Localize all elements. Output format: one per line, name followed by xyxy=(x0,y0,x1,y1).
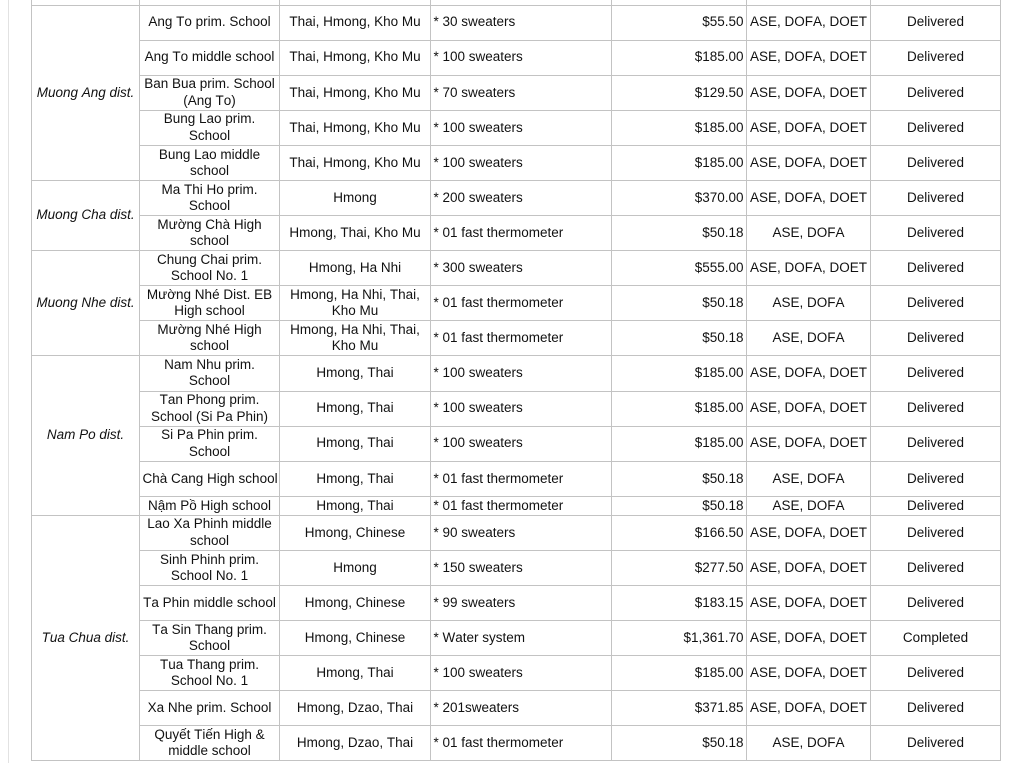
amount-cell: $185.00 xyxy=(612,656,747,691)
status-cell: Delivered xyxy=(871,391,1001,426)
ethnic-groups-cell: Hmong, Ha Nhi, Thai, Kho Mu xyxy=(280,321,431,356)
table-row xyxy=(32,461,1001,496)
amount-cell: $185.00 xyxy=(612,40,747,75)
status-cell: Delivered xyxy=(871,5,1001,40)
partners-cell: ASE, DOFA xyxy=(747,461,871,496)
ethnic-groups-cell: Hmong, Chinese xyxy=(280,586,431,621)
table-row xyxy=(32,321,1001,356)
table-row xyxy=(32,515,1001,550)
items-cell: * 30 sweaters xyxy=(431,5,612,40)
items-cell: * 99 sweaters xyxy=(431,586,612,621)
school-name-cell: Ta Sin Thang prim. School xyxy=(140,621,280,656)
partners-cell: ASE, DOFA, DOET xyxy=(747,356,871,391)
partners-cell: ASE, DOFA, DOET xyxy=(747,251,871,286)
school-name-cell: Mường Chà High school xyxy=(140,216,280,251)
items-cell: * 100 sweaters xyxy=(431,656,612,691)
status-cell: Delivered xyxy=(871,321,1001,356)
ethnic-groups-cell: Hmong, Thai, Kho Mu xyxy=(280,216,431,251)
table-row xyxy=(32,5,1001,40)
table-row xyxy=(32,356,1001,391)
ethnic-groups-cell: Thai, Hmong, Kho Mu xyxy=(280,75,431,110)
school-name-cell: Chung Chai prim. School No. 1 xyxy=(140,251,280,286)
ethnic-groups-cell: Hmong, Chinese xyxy=(280,515,431,550)
donations-table xyxy=(31,0,1001,761)
school-name-cell: Quyết Tiến High & middle school xyxy=(140,726,280,761)
table-row xyxy=(32,180,1001,215)
ethnic-groups-cell: Thai, Hmong, Kho Mu xyxy=(280,110,431,145)
status-cell: Delivered xyxy=(871,110,1001,145)
partners-cell: ASE, DOFA xyxy=(747,496,871,515)
status-cell: Completed xyxy=(871,621,1001,656)
partners-cell: ASE, DOFA xyxy=(747,726,871,761)
table-row xyxy=(32,621,1001,656)
partners-cell: ASE, DOFA xyxy=(747,321,871,356)
partners-cell: ASE, DOFA, DOET xyxy=(747,515,871,550)
school-name-cell: Sinh Phinh prim. School No. 1 xyxy=(140,550,280,585)
amount-cell: $50.18 xyxy=(612,216,747,251)
partners-cell: ASE, DOFA xyxy=(747,286,871,321)
partners-cell: ASE, DOFA, DOET xyxy=(747,110,871,145)
amount-cell: $185.00 xyxy=(612,145,747,180)
table-row xyxy=(32,75,1001,110)
amount-cell: $185.00 xyxy=(612,426,747,461)
partners-cell: ASE, DOFA, DOET xyxy=(747,180,871,215)
items-cell: * 100 sweaters xyxy=(431,426,612,461)
status-cell: Delivered xyxy=(871,251,1001,286)
items-cell: * 01 fast thermometer xyxy=(431,461,612,496)
school-name-cell: Bung Lao prim. School xyxy=(140,110,280,145)
school-name-cell: Ang To prim. School xyxy=(140,5,280,40)
amount-cell: $371.85 xyxy=(612,691,747,726)
partners-cell: ASE, DOFA, DOET xyxy=(747,621,871,656)
school-name-cell: Lao Xa Phinh middle school xyxy=(140,515,280,550)
school-name-cell: Ma Thi Ho prim. School xyxy=(140,180,280,215)
ethnic-groups-cell: Hmong, Thai xyxy=(280,356,431,391)
district-cell: Nam Po dist. xyxy=(32,356,140,515)
table-row xyxy=(32,216,1001,251)
items-cell: * 150 sweaters xyxy=(431,550,612,585)
ethnic-groups-cell: Hmong, Ha Nhi, Thai, Kho Mu xyxy=(280,286,431,321)
status-cell: Delivered xyxy=(871,75,1001,110)
ethnic-groups-cell: Thai, Hmong, Kho Mu xyxy=(280,40,431,75)
table-body xyxy=(32,0,1001,761)
amount-cell: $277.50 xyxy=(612,550,747,585)
ethnic-groups-cell: Hmong, Thai xyxy=(280,656,431,691)
school-name-cell: Ta Phin middle school xyxy=(140,586,280,621)
table-row xyxy=(32,726,1001,761)
ethnic-groups-cell: Thai, Hmong, Kho Mu xyxy=(280,5,431,40)
items-cell: * 01 fast thermometer xyxy=(431,726,612,761)
items-cell: * 90 sweaters xyxy=(431,515,612,550)
items-cell: * 100 sweaters xyxy=(431,40,612,75)
table-row xyxy=(32,286,1001,321)
school-name-cell: Mường Nhé High school xyxy=(140,321,280,356)
amount-cell: $50.18 xyxy=(612,461,747,496)
school-name-cell: Nam Nhu prim. School xyxy=(140,356,280,391)
items-cell: * 01 fast thermometer xyxy=(431,286,612,321)
amount-cell: $129.50 xyxy=(612,75,747,110)
school-name-cell: Mường Nhé Dist. EB High school xyxy=(140,286,280,321)
district-cell: Muong Nhe dist. xyxy=(32,251,140,356)
status-cell: Delivered xyxy=(871,145,1001,180)
amount-cell: $50.18 xyxy=(612,726,747,761)
amount-cell: $50.18 xyxy=(612,286,747,321)
status-cell: Delivered xyxy=(871,461,1001,496)
table-row xyxy=(32,656,1001,691)
partners-cell: ASE, DOFA, DOET xyxy=(747,75,871,110)
status-cell: Delivered xyxy=(871,216,1001,251)
ethnic-groups-cell: Hmong, Chinese xyxy=(280,621,431,656)
table-row xyxy=(32,40,1001,75)
partners-cell: ASE, DOFA, DOET xyxy=(747,391,871,426)
items-cell: * 01 fast thermometer xyxy=(431,216,612,251)
status-cell: Delivered xyxy=(871,586,1001,621)
status-cell: Delivered xyxy=(871,515,1001,550)
amount-cell: $185.00 xyxy=(612,110,747,145)
items-cell: * 300 sweaters xyxy=(431,251,612,286)
partners-cell: ASE, DOFA, DOET xyxy=(747,426,871,461)
partners-cell: ASE, DOFA, DOET xyxy=(747,656,871,691)
items-cell: * 200 sweaters xyxy=(431,180,612,215)
district-cell: Muong Ang dist. xyxy=(32,5,140,180)
school-name-cell: Si Pa Phin prim. School xyxy=(140,426,280,461)
ethnic-groups-cell: Hmong xyxy=(280,550,431,585)
table-row xyxy=(32,550,1001,585)
partners-cell: ASE, DOFA, DOET xyxy=(747,550,871,585)
status-cell: Delivered xyxy=(871,656,1001,691)
amount-cell: $166.50 xyxy=(612,515,747,550)
status-cell: Delivered xyxy=(871,550,1001,585)
school-name-cell: Chà Cang High school xyxy=(140,461,280,496)
ethnic-groups-cell: Hmong, Dzao, Thai xyxy=(280,691,431,726)
ethnic-groups-cell: Thai, Hmong, Kho Mu xyxy=(280,145,431,180)
partners-cell: ASE, DOFA, DOET xyxy=(747,145,871,180)
ethnic-groups-cell: Hmong, Thai xyxy=(280,391,431,426)
status-cell: Delivered xyxy=(871,496,1001,515)
partners-cell: ASE, DOFA, DOET xyxy=(747,586,871,621)
items-cell: * 100 sweaters xyxy=(431,356,612,391)
table-row xyxy=(32,391,1001,426)
items-cell: * 70 sweaters xyxy=(431,75,612,110)
status-cell: Delivered xyxy=(871,40,1001,75)
items-cell: * 01 fast thermometer xyxy=(431,496,612,515)
amount-cell: $1,361.70 xyxy=(612,621,747,656)
status-cell: Delivered xyxy=(871,691,1001,726)
ethnic-groups-cell: Hmong, Thai xyxy=(280,461,431,496)
items-cell: * 100 sweaters xyxy=(431,110,612,145)
amount-cell: $370.00 xyxy=(612,180,747,215)
ethnic-groups-cell: Hmong xyxy=(280,180,431,215)
district-cell: Tua Chua dist. xyxy=(32,515,140,761)
status-cell: Delivered xyxy=(871,356,1001,391)
table-row xyxy=(32,586,1001,621)
partners-cell: ASE, DOFA, DOET xyxy=(747,691,871,726)
page-left-rule xyxy=(8,0,9,763)
amount-cell: $185.00 xyxy=(612,356,747,391)
items-cell: * 100 sweaters xyxy=(431,391,612,426)
table-row xyxy=(32,251,1001,286)
school-name-cell: Nậm Pồ High school xyxy=(140,496,280,515)
amount-cell: $55.50 xyxy=(612,5,747,40)
school-name-cell: Ang To middle school xyxy=(140,40,280,75)
items-cell: * 100 sweaters xyxy=(431,145,612,180)
partners-cell: ASE, DOFA, DOET xyxy=(747,5,871,40)
table-row xyxy=(32,426,1001,461)
status-cell: Delivered xyxy=(871,426,1001,461)
status-cell: Delivered xyxy=(871,180,1001,215)
school-name-cell: Xa Nhe prim. School xyxy=(140,691,280,726)
table-row xyxy=(32,145,1001,180)
items-cell: * 201sweaters xyxy=(431,691,612,726)
amount-cell: $183.15 xyxy=(612,586,747,621)
school-name-cell: Tua Thang prim. School No. 1 xyxy=(140,656,280,691)
school-name-cell: Tan Phong prim. School (Si Pa Phin) xyxy=(140,391,280,426)
table-row xyxy=(32,691,1001,726)
district-cell: Muong Cha dist. xyxy=(32,180,140,250)
status-cell: Delivered xyxy=(871,726,1001,761)
table-row xyxy=(32,496,1001,515)
partners-cell: ASE, DOFA xyxy=(747,216,871,251)
amount-cell: $50.18 xyxy=(612,496,747,515)
amount-cell: $185.00 xyxy=(612,391,747,426)
partners-cell: ASE, DOFA, DOET xyxy=(747,40,871,75)
ethnic-groups-cell: Hmong, Thai xyxy=(280,496,431,515)
status-cell: Delivered xyxy=(871,286,1001,321)
items-cell: * Water system xyxy=(431,621,612,656)
table-row xyxy=(32,110,1001,145)
ethnic-groups-cell: Hmong, Dzao, Thai xyxy=(280,726,431,761)
school-name-cell: Ban Bua prim. School (Ang To) xyxy=(140,75,280,110)
amount-cell: $555.00 xyxy=(612,251,747,286)
amount-cell: $50.18 xyxy=(612,321,747,356)
items-cell: * 01 fast thermometer xyxy=(431,321,612,356)
school-name-cell: Bung Lao middle school xyxy=(140,145,280,180)
ethnic-groups-cell: Hmong, Thai xyxy=(280,426,431,461)
ethnic-groups-cell: Hmong, Ha Nhi xyxy=(280,251,431,286)
